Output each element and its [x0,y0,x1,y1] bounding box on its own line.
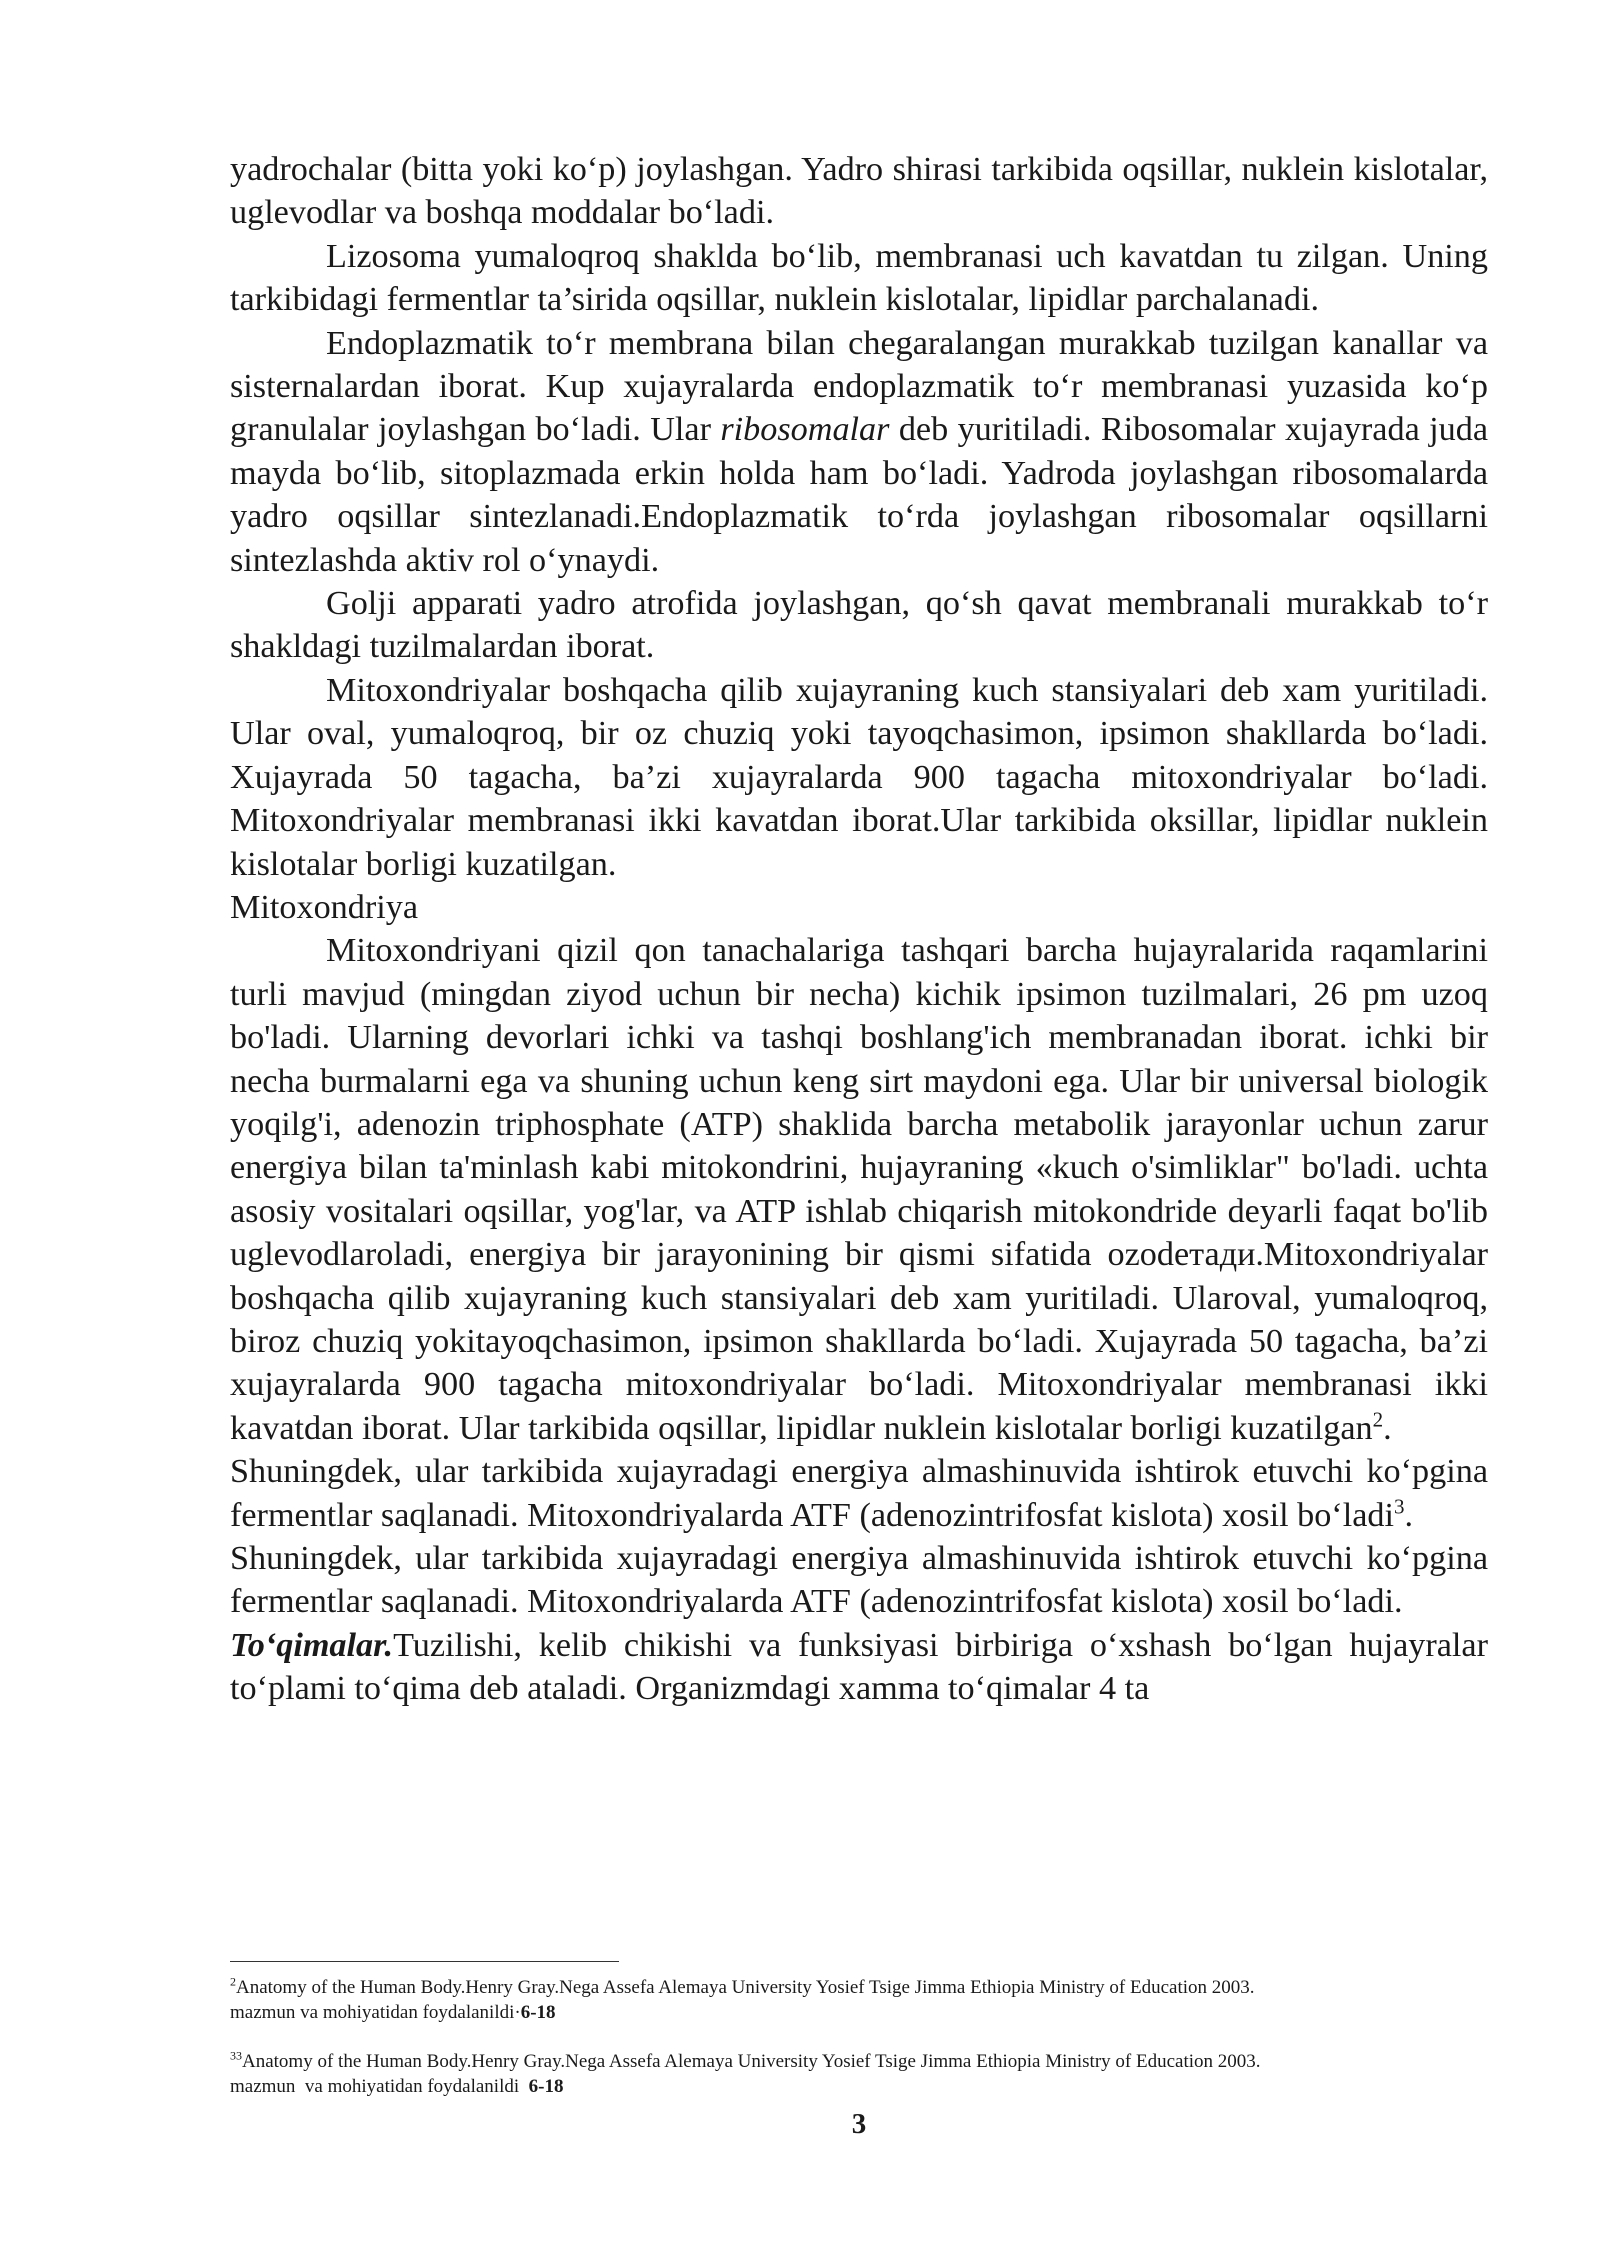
page-number: 3 [851,2108,867,2140]
footnote-ref-3: 3 [1393,1494,1405,1519]
paragraph-endoplasmic-reticulum [230,322,1488,582]
body-text [230,148,1488,1711]
footnote-2-mark: 2 [230,1974,236,1989]
footnote-3-mark: 33 [230,2048,242,2063]
footnote-ref-2: 2 [1372,1407,1384,1432]
paragraph-enzymes-1 [230,1450,1488,1537]
paragraph-mitochondria-detail [230,929,1488,1450]
paragraph-enzymes-2: Shuningdek, ular tarkibida xujayradagi energiya almashinuvida ishtirok etuvchi ko‘pgina fermentlar saqlanadi. Mitoxondriyalarda ATF (adenozintrifosfat kislota) xosil bo‘ladi. [230,1540,1488,1621]
tissues-text: Tuzilishi, kelib chikishi va funksiyasi birbiriga o‘xshash bo‘lgan hujayralar to‘plami to‘qima deb ataladi. Organizmdagi xamma to‘qimalar 4 ta [230,1626,1488,1708]
footnote-2-line1: Anatomy of the Human Body.Henry Gray.Nega Assefa Alemaya University Yosief Tsige Jimma Ethiopia Ministry of Education 2003. [236,1977,1255,1998]
enzymes-1-end: . [1404,1496,1414,1534]
heading-mitochondria: Mitoxondriya [230,888,419,926]
paragraph-tissues [230,1624,1488,1711]
footnote-3-line2: mazmun va mohiyatidan foydalanildi [230,2076,529,2097]
er-text-before: Endoplazmatik to‘r membrana bilan chegaralangan murakkab tuzilgan kanallar va sisternalardan iborat. Kup xujayralarda endoplazmatik to‘r membranasi yuzasida ko‘p granulalar joylashgan bo‘ladi. Ular [230,324,1488,449]
paragraph-golgi: Golji apparati yadro atrofida joylashgan, qo‘sh qavat membranali murakkab to‘r shakldagi tuzilmalardan iborat. [230,585,1488,666]
enzymes-1-text: Shuningdek, ular tarkibida xujayradagi energiya almashinuvida ishtirok etuvchi ko‘pgina fermentlar saqlanadi. Mitoxondriyalarda ATF (adenozintrifosfat kislota) xosil bo‘ladi [230,1453,1488,1534]
footnote-3-line1: Anatomy of the Human Body.Henry Gray.Nega Assefa Alemaya University Yosief Tsige Jimma Ethiopia Ministry of Education 2003. [242,2051,1261,2072]
tissues-term: To‘qimalar. [230,1626,394,1664]
footnote-2 [230,1975,1488,2025]
footnote-3-pages: 6-18 [528,2076,564,2097]
mito-detail-end: . [1383,1409,1392,1447]
paragraph-mitochondria-intro: Mitoxondriyalar boshqacha qilib xujayraning kuch stansiyalari deb xam yuritiladi. Ular oval, yumaloqroq, bir oz chuziq yoki tayoqchasimon, ipsimon shakllarda bo‘ladi. Xujayrada 50 tagacha, ba’zi xujayralarda 900 tagacha mitoxondriyalar bo‘ladi. Mitoxondriyalar membranasi ikki kavatdan iborat.Ular tarkibida oksillar, lipidlar nuklein kislotalar borligi kuzatilgan. [230,671,1488,883]
footnote-2-line2: mazmun va mohiyatidan foydalanildi· [230,2002,521,2023]
footnote-2-pages: 6-18 [520,2002,556,2023]
paragraph-nucleolus: yadrochalar (bitta yoki ko‘p) joylashgan. Yadro shirasi tarkibida oqsillar, nuklein kislotalar, uglevodlar va boshqa moddalar bo‘ladi. [230,151,1488,232]
footnote-divider [230,1961,619,1962]
er-text-after: deb yuritiladi. Ribosomalar xujayrada juda mayda bo‘lib, sitoplazmada erkin holda ham bo‘ladi. Yadroda joylashgan ribosomalarda yadro oqsillar sintezlanadi.Endoplazmatik to‘rda joylashgan ribosomalar oqsillarni sintezlashda aktiv rol o‘ynaydi. [230,411,1488,579]
mito-detail-text: Mitoxondriyani qizil qon tanachalariga tashqari barcha hujayralarida raqamlarini turli mavjud (mingdan ziyod uchun bir necha) kichik ipsimon tuzilmalari, 26 pm uzoq bo'ladi. Ularning devorlari ichki va tashqi boshlang'ich membranadan iborat. ichki bir necha burmalarni ega va shuning uchun keng sirt maydoni ega. Ular bir universal biologik yoqilg'i, adenozin triphosphate (ATP) shaklida barcha metabolik jarayonlar uchun zarur energiya bilan ta'minlash kabi mitokondrini, hujayraning «kuch o'simliklar" bo'ladi. uchta asosiy vositalari oqsillar, yog'lar, va ATP ishlab chiqarish mitokondride deyarli faqat bo'lib uglevodlaroladi, energiya bir jarayonining bir qismi sifatida ozodетади.Mitoxondriyalar boshqacha qilib xujayraning kuch stansiyalari deb xam yuritiladi. Ularoval, yumaloqroq, biroz chuziq yokitayoqchasimon, ipsimon shakllarda bo‘ladi. Xujayrada 50 tagacha, ba’zi xujayralarda 900 tagacha mitoxondriyalar bo‘ladi. Mitoxondriyalar membranasi ikki kavatdan iborat. Ular tarkibida oqsillar, lipidlar nuklein kislotalar borligi kuzatilgan [230,932,1488,1447]
paragraph-lysosome: Lizosoma yumaloqroq shaklda bo‘lib, membranasi uch kavatdan tu zilgan. Uning tarkibidagi fermentlar ta’sirida oqsillar, nuklein kislotalar, lipidlar parchalanadi. [230,237,1488,319]
ribosomes-term: ribosomalar [720,411,890,449]
footnote-3 [230,2049,1488,2099]
